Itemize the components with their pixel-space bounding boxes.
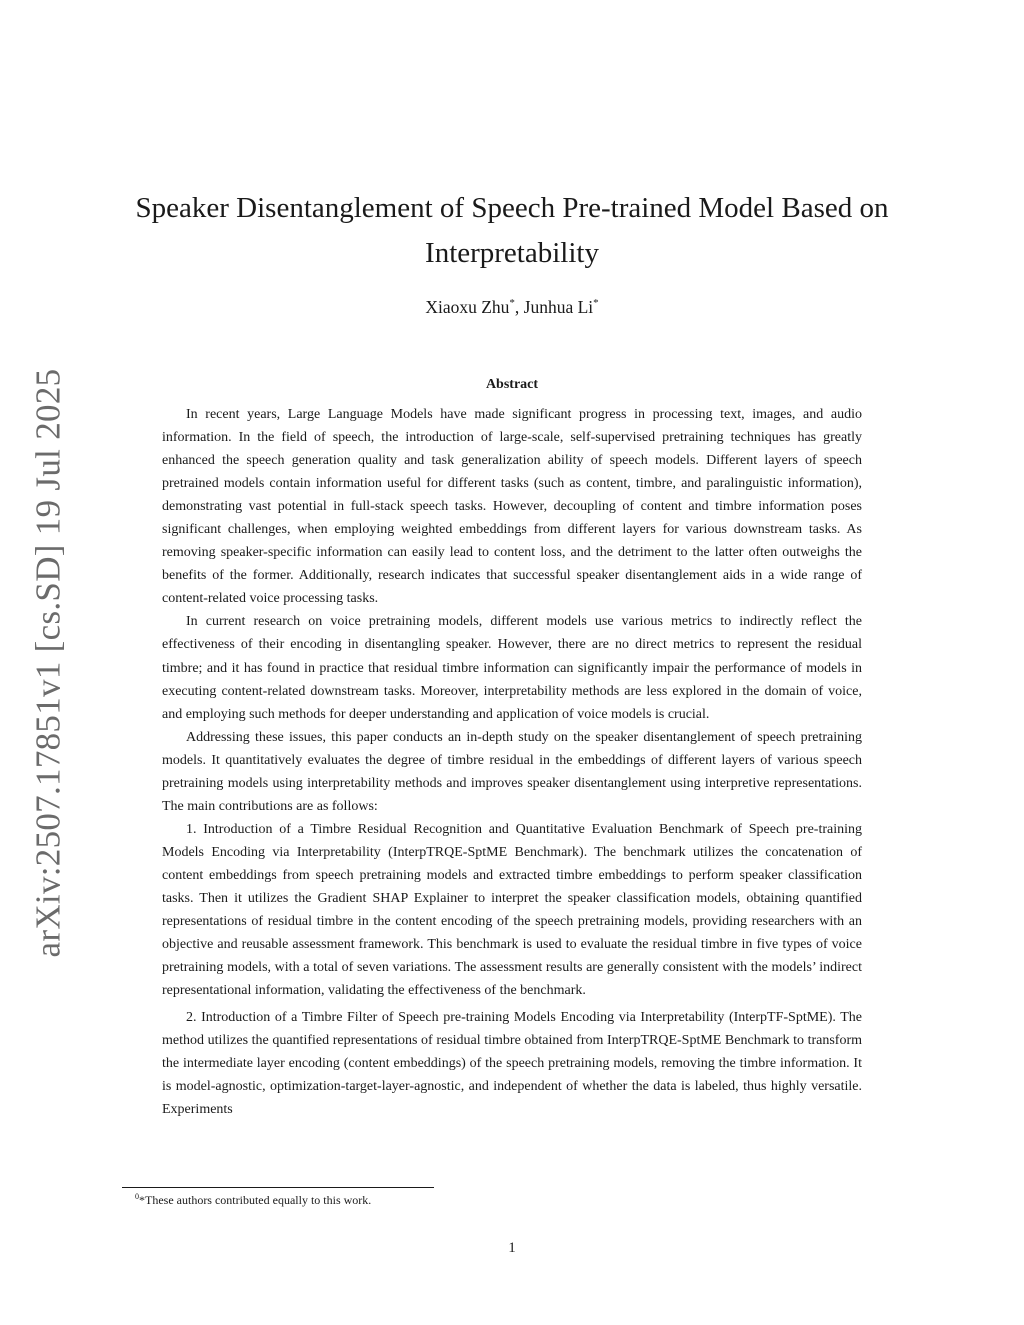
footnote [135, 1192, 371, 1208]
footnote-text: *These authors contributed equally to this work. [139, 1193, 372, 1207]
contribution-item: 2. Introduction of a Timbre Filter of Speech pre-training Models Encoding via Interpretability (InterpTF-SptME). The method utilizes the quantified representations of residual timbre obtained from InterpTRQE-SptME Benchmark to transform the intermediate layer encoding (content embeddings) of the speech pretraining models, removing the timbre information. It is model-agnostic, optimization-target-layer-agnostic, and independent of whether the data is labeled, thus highly versatile. Experiments [162, 1010, 862, 1118]
abstract-paragraph: In recent years, Large Language Models have made significant progress in processing text, images, and audio information. In the field of speech, the introduction of large-scale, self-supervised pretraining techniques has greatly enhanced the speech generation quality and task generalization ability of speech models. Different layers of speech pretrained models contain information useful for different tasks (such as content, timbre, and paralinguistic information), demonstrating vast potential in full-stack speech tasks. However, decoupling of content and timbre information poses significant challenges, when employing weighted embeddings from different layers for various downstream tasks. As removing speaker-specific information can easily lead to content loss, and the detriment to the latter often outweighs the benefits of the former. Additionally, research indicates that successful speaker disentanglement aids in a wide range of content-related voice processing tasks. [162, 407, 862, 607]
author-mark: * [509, 297, 515, 310]
title-line-1: Speaker Disentanglement of Speech Pre-trained Model Based on [135, 192, 889, 224]
footnote-mark: 0 [135, 1192, 139, 1201]
author-name: Junhua Li [523, 297, 594, 317]
page-number: 1 [508, 1240, 516, 1256]
abstract-heading: Abstract [485, 377, 539, 392]
arxiv-identifier-stamp [18, 368, 78, 958]
title-line-2: Interpretability [425, 237, 599, 269]
author-name: Xiaoxu Zhu [425, 297, 510, 317]
abstract-body [162, 403, 862, 1121]
paper-title [100, 186, 924, 276]
contribution-item: 1. Introduction of a Timbre Residual Recognition and Quantitative Evaluation Benchmark of Speech pre-training Models Encoding via Interpretability (InterpTRQE-SptME Benchmark). The benchmark utilizes the concatenation of content embeddings from speech pretraining models and extracted timbre embeddings to perform speaker classification tasks. Then it utilizes the Gradient SHAP Explainer to interpret the speaker classification models, obtaining quantified representations of residual timbre in the content encoding of the speech pretraining models, providing researchers with an objective and reusable assessment framework. This benchmark is used to evaluate the residual timbre in five types of voice pretraining models, with a total of seven variations. The assessment results are generally consistent with the models’ indirect representational information, validating the effectiveness of the benchmark. [162, 821, 862, 999]
abstract-paragraph: In current research on voice pretraining models, different models use various metrics to indirectly reflect the effectiveness of their encoding in disentangling speaker. However, there are no direct metrics to represent the residual timbre; and it has found in practice that residual timbre information can significantly impair the performance of models in executing content-related downstream tasks. Moreover, interpretability methods are less explored in the domain of voice, and employing such methods for deeper understanding and application of voice models is crucial. [162, 614, 862, 722]
author-separator: , [514, 297, 524, 317]
footnote-divider [122, 1187, 434, 1188]
arxiv-stamp-text: arXiv:2507.17851v1 [cs.SD] 19 Jul 2025 [28, 368, 67, 958]
author-list [100, 297, 924, 318]
author-mark: * [593, 297, 599, 310]
abstract-paragraph: Addressing these issues, this paper conducts an in-depth study on the speaker disentanglement of speech pretraining models. It quantitatively evaluates the degree of timbre residual in the embeddings of different layers of various speech pretraining models using interpretability methods and improves speaker disentanglement using interpretive representations. The main contributions are as follows: [162, 729, 862, 814]
